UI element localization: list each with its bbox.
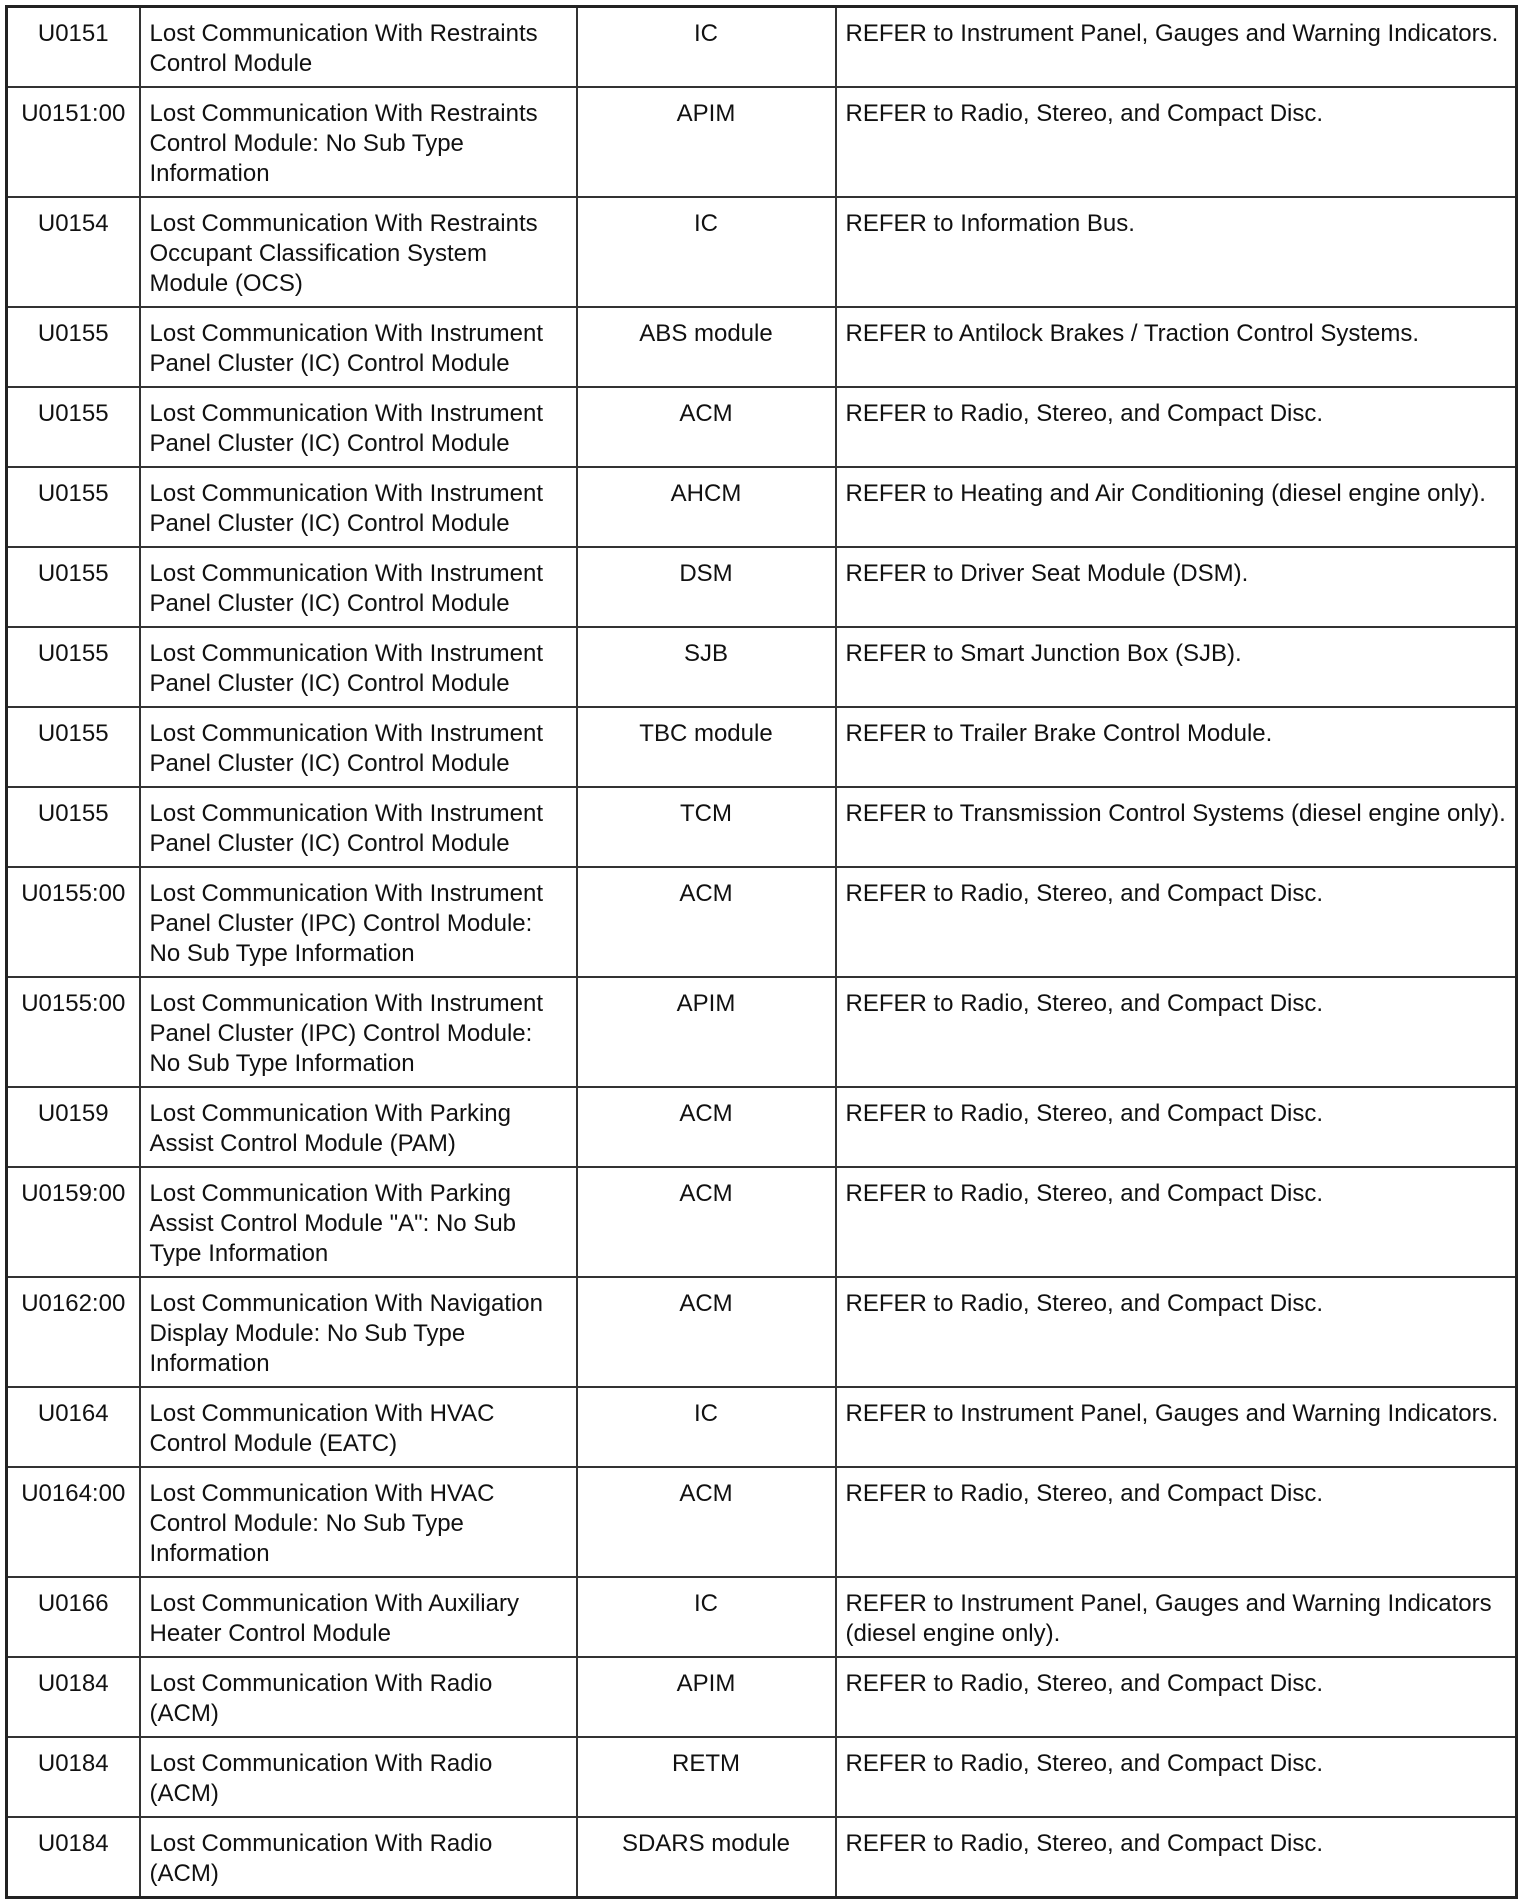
- action-text: REFER to Radio, Stereo, and Compact Disc.: [836, 1657, 1517, 1737]
- table-row: [7, 307, 1517, 387]
- module-name: ACM: [577, 1277, 836, 1387]
- dtc-description: Lost Communication With Instrument Panel Cluster (IC) Control Module: [140, 307, 577, 387]
- dtc-table: [5, 5, 1518, 1899]
- dtc-code: U0154: [7, 197, 140, 307]
- module-name: ACM: [577, 867, 836, 977]
- dtc-description: Lost Communication With Radio (ACM): [140, 1657, 577, 1737]
- module-name: APIM: [577, 87, 836, 197]
- dtc-code: U0155: [7, 307, 140, 387]
- table-row: [7, 387, 1517, 467]
- table-row: [7, 1657, 1517, 1737]
- dtc-code: U0164: [7, 1387, 140, 1467]
- action-text: REFER to Radio, Stereo, and Compact Disc.: [836, 977, 1517, 1087]
- table-row: [7, 1387, 1517, 1467]
- dtc-table-page: [5, 5, 1515, 1899]
- action-text: REFER to Antilock Brakes / Traction Control Systems.: [836, 307, 1517, 387]
- action-text: REFER to Radio, Stereo, and Compact Disc.: [836, 1277, 1517, 1387]
- action-text: REFER to Radio, Stereo, and Compact Disc.: [836, 867, 1517, 977]
- action-text: REFER to Instrument Panel, Gauges and Warning Indicators.: [836, 1387, 1517, 1467]
- module-name: ACM: [577, 1167, 836, 1277]
- table-row: [7, 1087, 1517, 1167]
- dtc-code: U0164:00: [7, 1467, 140, 1577]
- dtc-description: Lost Communication With Navigation Display Module: No Sub Type Information: [140, 1277, 577, 1387]
- dtc-description: Lost Communication With Auxiliary Heater Control Module: [140, 1577, 577, 1657]
- dtc-description: Lost Communication With Instrument Panel Cluster (IC) Control Module: [140, 787, 577, 867]
- dtc-code: U0155:00: [7, 867, 140, 977]
- dtc-code: U0159: [7, 1087, 140, 1167]
- dtc-description: Lost Communication With Instrument Panel Cluster (IC) Control Module: [140, 547, 577, 627]
- module-name: ABS module: [577, 307, 836, 387]
- dtc-code: U0159:00: [7, 1167, 140, 1277]
- dtc-code: U0155: [7, 627, 140, 707]
- dtc-description: Lost Communication With Radio (ACM): [140, 1817, 577, 1898]
- module-name: SDARS module: [577, 1817, 836, 1898]
- dtc-description: Lost Communication With Restraints Control Module: No Sub Type Information: [140, 87, 577, 197]
- dtc-code: U0155: [7, 547, 140, 627]
- module-name: IC: [577, 1387, 836, 1467]
- dtc-description: Lost Communication With Instrument Panel Cluster (IPC) Control Module: No Sub Type Information: [140, 977, 577, 1087]
- module-name: ACM: [577, 1087, 836, 1167]
- table-row: [7, 787, 1517, 867]
- dtc-code: U0162:00: [7, 1277, 140, 1387]
- module-name: ACM: [577, 1467, 836, 1577]
- action-text: REFER to Radio, Stereo, and Compact Disc.: [836, 1087, 1517, 1167]
- module-name: TBC module: [577, 707, 836, 787]
- module-name: SJB: [577, 627, 836, 707]
- module-name: ACM: [577, 387, 836, 467]
- dtc-description: Lost Communication With Instrument Panel Cluster (IC) Control Module: [140, 707, 577, 787]
- table-row: [7, 1467, 1517, 1577]
- table-row: [7, 1167, 1517, 1277]
- table-row: [7, 627, 1517, 707]
- action-text: REFER to Trailer Brake Control Module.: [836, 707, 1517, 787]
- table-row: [7, 867, 1517, 977]
- dtc-code: U0155: [7, 707, 140, 787]
- dtc-description: Lost Communication With Restraints Control Module: [140, 7, 577, 88]
- dtc-description: Lost Communication With Parking Assist Control Module "A": No Sub Type Information: [140, 1167, 577, 1277]
- dtc-description: Lost Communication With Restraints Occupant Classification System Module (OCS): [140, 197, 577, 307]
- action-text: REFER to Heating and Air Conditioning (diesel engine only).: [836, 467, 1517, 547]
- module-name: IC: [577, 7, 836, 88]
- action-text: REFER to Radio, Stereo, and Compact Disc.: [836, 1737, 1517, 1817]
- action-text: REFER to Radio, Stereo, and Compact Disc.: [836, 87, 1517, 197]
- table-row: [7, 197, 1517, 307]
- table-row: [7, 547, 1517, 627]
- module-name: RETM: [577, 1737, 836, 1817]
- dtc-description: Lost Communication With HVAC Control Module: No Sub Type Information: [140, 1467, 577, 1577]
- dtc-code: U0184: [7, 1817, 140, 1898]
- table-row: [7, 707, 1517, 787]
- module-name: TCM: [577, 787, 836, 867]
- table-row: [7, 977, 1517, 1087]
- action-text: REFER to Information Bus.: [836, 197, 1517, 307]
- dtc-code: U0155: [7, 387, 140, 467]
- table-row: [7, 1577, 1517, 1657]
- dtc-code: U0155:00: [7, 977, 140, 1087]
- dtc-code: U0155: [7, 787, 140, 867]
- module-name: IC: [577, 197, 836, 307]
- module-name: DSM: [577, 547, 836, 627]
- dtc-description: Lost Communication With HVAC Control Module (EATC): [140, 1387, 577, 1467]
- action-text: REFER to Radio, Stereo, and Compact Disc.: [836, 387, 1517, 467]
- dtc-code: U0155: [7, 467, 140, 547]
- action-text: REFER to Radio, Stereo, and Compact Disc.: [836, 1467, 1517, 1577]
- action-text: REFER to Instrument Panel, Gauges and Warning Indicators.: [836, 7, 1517, 88]
- module-name: IC: [577, 1577, 836, 1657]
- table-row: [7, 7, 1517, 88]
- dtc-description: Lost Communication With Instrument Panel Cluster (IC) Control Module: [140, 627, 577, 707]
- action-text: REFER to Transmission Control Systems (diesel engine only).: [836, 787, 1517, 867]
- action-text: REFER to Radio, Stereo, and Compact Disc.: [836, 1817, 1517, 1898]
- dtc-description: Lost Communication With Radio (ACM): [140, 1737, 577, 1817]
- module-name: APIM: [577, 1657, 836, 1737]
- action-text: REFER to Radio, Stereo, and Compact Disc.: [836, 1167, 1517, 1277]
- action-text: REFER to Instrument Panel, Gauges and Warning Indicators (diesel engine only).: [836, 1577, 1517, 1657]
- dtc-code: U0184: [7, 1737, 140, 1817]
- dtc-description: Lost Communication With Instrument Panel Cluster (IC) Control Module: [140, 467, 577, 547]
- table-row: [7, 1277, 1517, 1387]
- dtc-description: Lost Communication With Parking Assist Control Module (PAM): [140, 1087, 577, 1167]
- module-name: APIM: [577, 977, 836, 1087]
- dtc-description: Lost Communication With Instrument Panel Cluster (IC) Control Module: [140, 387, 577, 467]
- table-row: [7, 87, 1517, 197]
- action-text: REFER to Driver Seat Module (DSM).: [836, 547, 1517, 627]
- dtc-code: U0166: [7, 1577, 140, 1657]
- dtc-code: U0151:00: [7, 87, 140, 197]
- dtc-code: U0184: [7, 1657, 140, 1737]
- dtc-table-body: [7, 7, 1517, 1898]
- dtc-code: U0151: [7, 7, 140, 88]
- table-row: [7, 1737, 1517, 1817]
- action-text: REFER to Smart Junction Box (SJB).: [836, 627, 1517, 707]
- table-row: [7, 1817, 1517, 1898]
- module-name: AHCM: [577, 467, 836, 547]
- table-row: [7, 467, 1517, 547]
- dtc-description: Lost Communication With Instrument Panel Cluster (IPC) Control Module: No Sub Type Information: [140, 867, 577, 977]
